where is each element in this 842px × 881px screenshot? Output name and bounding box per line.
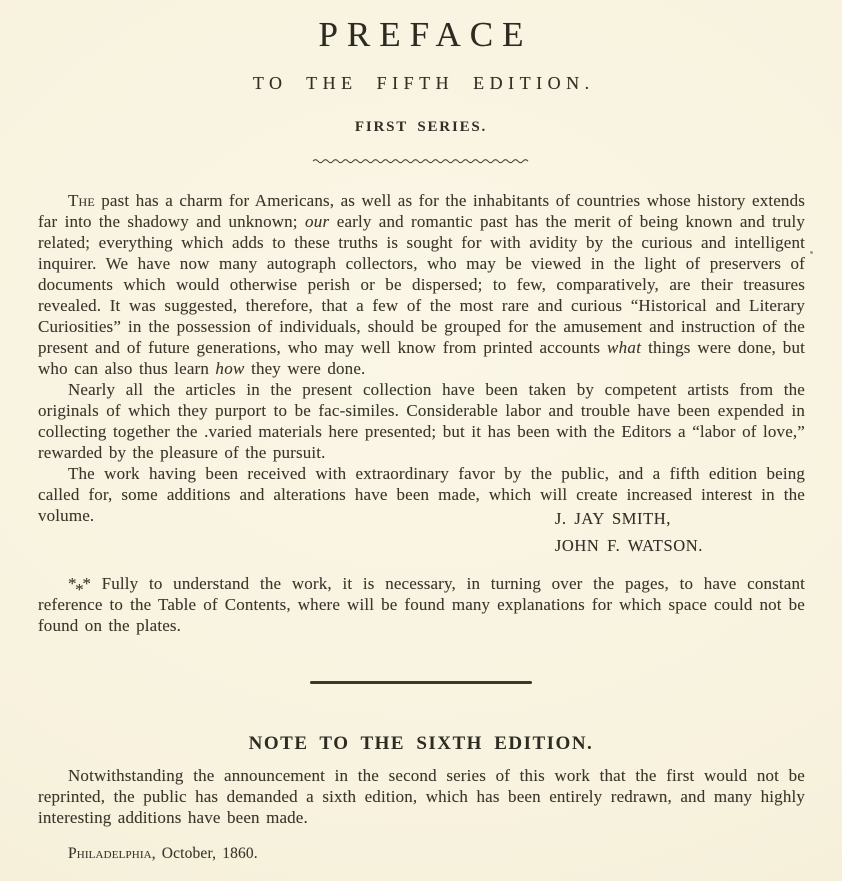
preface-body [38,190,805,636]
preface-title: PREFACE [318,15,533,54]
note-paragraph: Notwithstanding the announcement in the second series of this work that the first would not be reprinted, the public has demanded a sixth edition, which has been entirely redrawn, and many highly interesting additions have been made. [38,765,805,827]
footnote: *** Fully to understand the work, it is necessary, in turning over the pages, to have constant reference to the Table of Contents, where will be found many explanations for which space could not be found on the plates. [38,574,805,635]
preface-paragraph-3: The work having been received with extraordinary favor by the public, and a fifth edition being called for, some additions and alterations have been made, which will create increased interest in the volume. [38,464,805,525]
signature-block [555,505,703,559]
signature-line-watson: JOHN F. WATSON. [554,536,703,555]
signature-line-smith: J. JAY SMITH, [554,509,672,528]
series-subtitle: FIRST SERIES. [354,119,488,135]
wavy-divider-rule [0,157,842,165]
edition-subtitle: TO THE FIFTH EDITION. [252,73,595,93]
note-heading: NOTE TO THE SIXTH EDITION. [248,732,594,754]
dateline: Philadelphia, October, 1860. [68,844,258,862]
section-divider-rule [310,681,532,684]
preface-paragraph-1: The past has a charm for Americans, as well as for the inhabitants of countries whose history extends far into the shadowy and unknown; our early and romantic past has the merit of being known and truly related; everything which adds to these truths is sought for with avidity by the curious and intelligent inquirer. We have now many autograph collectors, who may be viewed in the light of preservers of documents which would otherwise perish or be dispersed; to few, comparatively, are their treasures revealed. It was suggested, therefore, that a few of the most rare and curious “Historical and Literary Curiosities” in the possession of individuals, should be grouped for the amusement and instruction of the present and of future generations, who may well know from printed accounts what things were done, but who can also thus learn how they were done. [38,191,805,378]
scan-speck [810,251,813,254]
preface-paragraph-2: Nearly all the articles in the present collection have been taken by competent artists from the originals of which they purport to be fac-similes. Considerable labor and trouble have been expended in collecting together the .varied materials here presented; but it has been with the Editors a “labor of love,” rewarded by the pleasure of the pursuit. [38,380,805,462]
note-body [38,765,805,864]
